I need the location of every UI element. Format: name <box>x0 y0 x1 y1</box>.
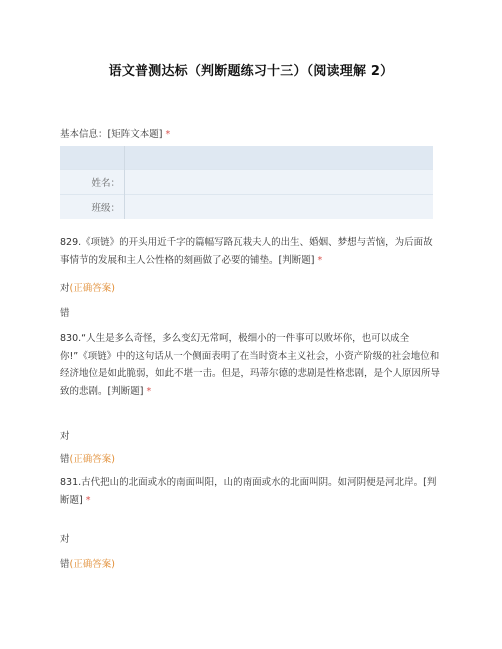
required-mark: * <box>146 385 152 397</box>
option-829-false[interactable] <box>60 305 70 319</box>
matrix-header-row <box>60 146 433 170</box>
basic-info-matrix <box>60 146 433 219</box>
matrix-row-class <box>60 195 433 220</box>
correct-answer-tag: (正确答案) <box>69 283 115 294</box>
question-number: 829. <box>60 237 82 248</box>
basic-info-text: 基本信息：[矩阵文本题] <box>60 129 163 140</box>
name-field[interactable] <box>125 170 434 195</box>
matrix-header-value <box>125 146 434 170</box>
option-829-true[interactable] <box>60 280 115 294</box>
question-829 <box>60 234 440 269</box>
class-label: 班级： <box>60 195 125 220</box>
option-label: 对 <box>60 534 70 545</box>
option-label: 对 <box>60 283 70 294</box>
question-831 <box>60 474 440 509</box>
question-number: 830. <box>60 333 82 344</box>
option-label: 对 <box>60 431 70 442</box>
page-title: 语文普测达标（判断题练习十三）（阅读理解 2） <box>108 64 394 79</box>
question-text: “人生是多么奇怪，多么变幻无常呵，极细小的一件事可以败坏你，也可以成全你!”《项链》中的这句话从一个侧面表明了在当时资本主义社会，小资产阶级的社会地位和经济地位是如此脆弱，如此不堪一击。但是，玛蒂尔德的悲剧是性格悲剧，是个人原因所导致的悲剧。[判断题] <box>60 333 441 397</box>
required-mark: * <box>165 129 171 140</box>
name-label: 姓名： <box>60 170 125 195</box>
correct-answer-tag: (正确答案) <box>69 559 115 570</box>
question-number: 831. <box>60 477 82 488</box>
option-label: 错 <box>60 559 70 570</box>
option-830-true[interactable] <box>60 428 70 442</box>
option-label: 错 <box>60 454 70 465</box>
question-text: 古代把山的北面或水的南面叫阳，山的南面或水的北面叫阴。如河阴便是河北岸。[判断题] <box>60 477 437 506</box>
question-830 <box>60 330 440 400</box>
option-830-false[interactable] <box>60 451 115 465</box>
question-text: 《项链》的开头用近千字的篇幅写路瓦栽夫人的出生、婚姻、梦想与苦恼，为后面故事情节的发展和主人公性格的刻画做了必要的铺垫。[判断题] <box>60 237 433 266</box>
basic-info-label <box>60 126 170 140</box>
option-831-true[interactable] <box>60 531 70 545</box>
matrix-header-label <box>60 146 125 170</box>
required-mark: * <box>317 254 323 266</box>
option-831-false[interactable] <box>60 556 115 570</box>
class-field[interactable] <box>125 195 434 220</box>
option-label: 错 <box>60 308 70 319</box>
required-mark: * <box>85 494 91 506</box>
matrix-row-name <box>60 170 433 195</box>
correct-answer-tag: (正确答案) <box>69 454 115 465</box>
